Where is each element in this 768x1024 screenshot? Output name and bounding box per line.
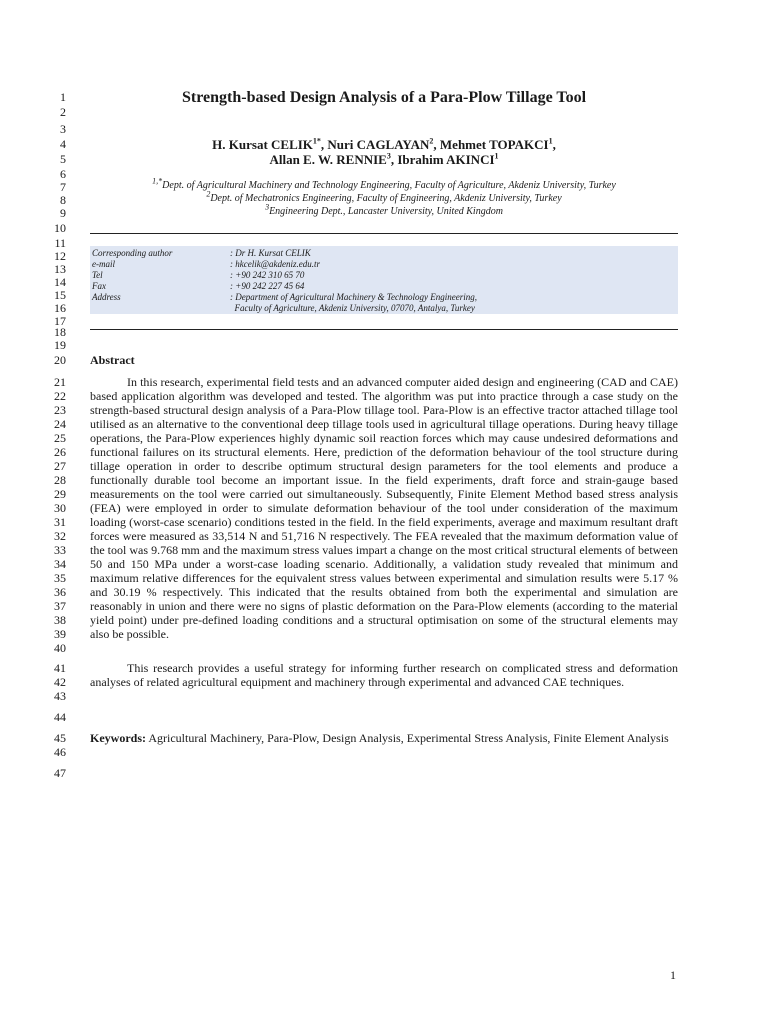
page-number: 1 — [670, 968, 676, 982]
line-number: 17 — [54, 314, 66, 328]
line-number: 35 — [54, 571, 66, 585]
abstract-heading: Abstract — [90, 353, 135, 367]
line-number: 31 — [54, 515, 66, 529]
line-number: 42 — [54, 675, 66, 689]
affiliation-mark: 1,* — [152, 176, 163, 186]
corresponding-value: : hkcelik@akdeniz.edu.tr — [230, 259, 320, 269]
line-number: 37 — [54, 599, 66, 613]
author-separator: , — [320, 137, 328, 152]
line-number: 40 — [54, 641, 66, 655]
line-number: 11 — [54, 236, 66, 250]
corresponding-row — [92, 270, 676, 281]
line-number: 24 — [54, 417, 66, 431]
line-number: 39 — [54, 627, 66, 641]
author-affiliation-mark: 1 — [548, 136, 553, 146]
corresponding-author-block — [90, 246, 678, 314]
divider-bottom — [90, 329, 678, 330]
affiliation-1 — [90, 176, 678, 192]
corresponding-value: : Department of Agricultural Machinery & Technology Engineering, — [230, 292, 477, 302]
line-number: 9 — [60, 206, 66, 220]
line-number: 30 — [54, 501, 66, 515]
affiliation-text: Engineering Dept., Lancaster University, United Kingdom — [269, 206, 503, 217]
corresponding-label: Address — [92, 292, 121, 302]
line-number: 22 — [54, 389, 66, 403]
keywords-text: Agricultural Machinery, Para-Plow, Design Analysis, Experimental Stress Analysis, Finite Element Analysis — [146, 731, 669, 745]
line-number: 8 — [60, 193, 66, 207]
affiliation-3 — [90, 202, 678, 218]
line-number: 10 — [54, 221, 66, 235]
affiliation-mark: 2 — [206, 189, 211, 199]
line-number: 38 — [54, 613, 66, 627]
line-number: 47 — [54, 766, 66, 780]
corresponding-value: : +90 242 310 65 70 — [230, 270, 305, 280]
author-affiliation-mark: 3 — [386, 151, 391, 161]
abstract-paragraph-1: In this research, experimental field tests and an advanced computer aided design and engineering (CAD and CAE) based application algorithm was developed and tested. The algorithm was put into practice through a case study on the strength-based structural design analysis of a Para-Plow tillage tool. Para-Plow is an effective tractor attached tillage tool utilised as an alternative to the conventional deep tillage tools used in agricultural tillage operations. During heavy tillage operations, the Para-Plow experiences highly dynamic soil reaction forces which may cause undesired deformations and functional failures on its structural elements. Here, prediction of the deformation behaviour of the tool structure during tillage operation in order to describe optimum structural design parameters for the tool elements and produce a functionally durable tool become an important issue. In the field experiments, draft force and strain-gauge based measurements on the tool were carried out simultaneously. Subsequently, Finite Element Method based stress analysis (FEA) were employed in order to simulate deformation behaviour of the tool under consideration of the maximum loading (worst-case scenario) conditions tested in the field. In the field experiments, average and maximum resultant draft forces were measured as 33,514 N and 51,716 N respectively. The FEA revealed that the maximum deformation value of the tool was 9.768 mm and the maximum stress values impart a change on the most critical structural elements of between 50 and 150 MPa under a worst-case loading scenario. Additionally, a validation study revealed that minimum and maximum relative differences for the equivalent stress values between experimental and simulation results were 5.17 % and 30.19 % respectively. This indicated that the results obtained from both the experimental and simulation are reasonably in union and there were no signs of plastic deformation on the Para-Plow elements (according to the material yield point) under pre-defined loading conditions and a structural optimisation on some of the structural elements may also be possible. — [90, 375, 678, 641]
corresponding-label: e-mail — [92, 259, 115, 269]
line-number: 34 — [54, 557, 66, 571]
line-number: 14 — [54, 275, 66, 289]
paper-title: Strength-based Design Analysis of a Para-Plow Tillage Tool — [181, 89, 587, 106]
corresponding-row — [92, 303, 676, 314]
line-number: 45 — [54, 731, 66, 745]
line-number: 5 — [60, 152, 66, 166]
author-name: Nuri CAGLAYAN — [327, 137, 430, 152]
line-number: 4 — [60, 137, 66, 151]
line-number: 18 — [54, 325, 66, 339]
affiliation-2 — [90, 189, 678, 205]
line-number: 1 — [60, 90, 66, 104]
line-number: 41 — [54, 661, 66, 675]
corresponding-label: Tel — [92, 270, 103, 280]
line-number: 12 — [54, 249, 66, 263]
line-number: 13 — [54, 262, 66, 276]
affiliation-text: Dept. of Agricultural Machinery and Technology Engineering, Faculty of Agriculture, Akdeniz University, Turkey — [162, 180, 616, 191]
line-number: 46 — [54, 745, 66, 759]
author-separator: , — [433, 137, 440, 152]
author-affiliation-mark: 1* — [312, 136, 321, 146]
line-number: 21 — [54, 375, 66, 389]
line-number: 7 — [60, 180, 66, 194]
line-number: 26 — [54, 445, 66, 459]
corresponding-label: Fax — [92, 281, 106, 291]
line-number: 23 — [54, 403, 66, 417]
divider-top — [90, 233, 678, 234]
line-number: 43 — [54, 689, 66, 703]
line-number: 2 — [60, 105, 66, 119]
line-number: 27 — [54, 459, 66, 473]
line-number: 20 — [54, 353, 66, 367]
keywords-line — [90, 731, 678, 745]
line-number: 29 — [54, 487, 66, 501]
line-number: 15 — [54, 288, 66, 302]
corresponding-value: : Dr H. Kursat CELIK — [230, 248, 311, 258]
line-number: 6 — [60, 167, 66, 181]
author-name: Allan E. W. RENNIE — [269, 152, 387, 167]
author-list-line-1 — [90, 137, 678, 152]
author-separator: , — [390, 152, 398, 167]
author-name: H. Kursat CELIK — [212, 137, 313, 152]
author-name: Ibrahim AKINCI — [397, 152, 495, 167]
abstract-paragraph-2: This research provides a useful strategy for informing further research on complicated stress and deformation analyses of related agricultural equipment and machinery through experimental and advanced CAE techniques. — [90, 661, 678, 689]
author-name: Mehmet TOPAKCI — [439, 137, 549, 152]
corresponding-row — [92, 292, 676, 303]
keywords-label: Keywords: — [90, 731, 146, 745]
affiliation-mark: 3 — [265, 202, 270, 212]
line-number: 36 — [54, 585, 66, 599]
author-affiliation-mark: 2 — [429, 136, 434, 146]
author-affiliation-mark: 1 — [494, 151, 499, 161]
corresponding-label: Corresponding author — [92, 248, 173, 258]
line-number: 25 — [54, 431, 66, 445]
line-number: 32 — [54, 529, 66, 543]
author-separator: , — [552, 137, 556, 152]
line-number: 16 — [54, 301, 66, 315]
line-number: 44 — [54, 710, 66, 724]
corresponding-value: Faculty of Agriculture, Akdeniz University, 07070, Antalya, Turkey — [230, 303, 475, 313]
line-number: 33 — [54, 543, 66, 557]
corresponding-row — [92, 259, 676, 270]
corresponding-value: : +90 242 227 45 64 — [230, 281, 305, 291]
author-list-line-2 — [90, 152, 678, 167]
line-number: 3 — [60, 122, 66, 136]
corresponding-row — [92, 248, 676, 259]
line-number: 19 — [54, 338, 66, 352]
affiliation-text: Dept. of Mechatronics Engineering, Faculty of Engineering, Akdeniz University, Turkey — [210, 193, 562, 204]
line-number: 28 — [54, 473, 66, 487]
corresponding-row — [92, 281, 676, 292]
